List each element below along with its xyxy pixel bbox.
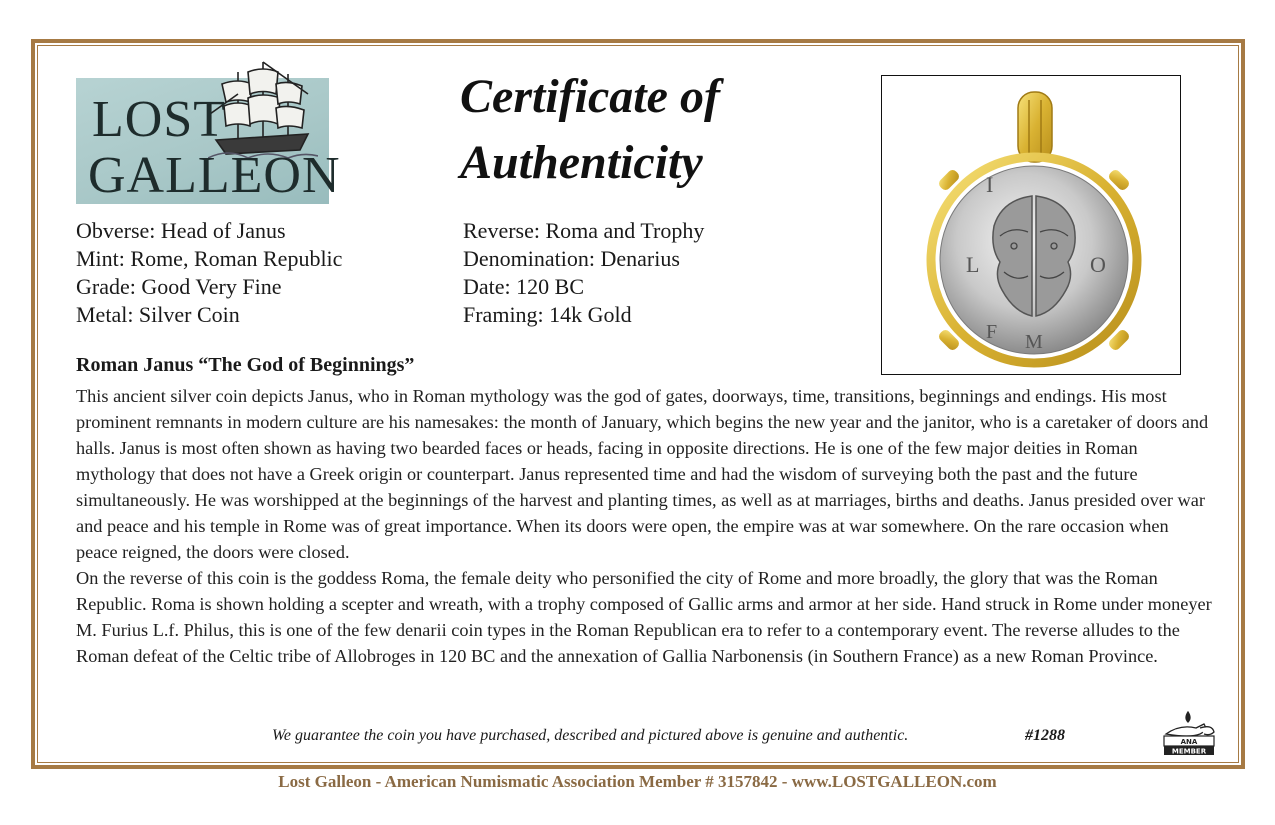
spec-obverse: Obverse: Head of Janus	[76, 218, 286, 243]
coin-legend-bottom-left: F	[986, 321, 998, 343]
spec-metal: Metal: Silver Coin	[76, 302, 240, 327]
logo-text-lost: LOST	[92, 91, 226, 148]
coin-legend-left: L	[966, 252, 980, 277]
janus-coin-pendant-image	[882, 76, 1179, 373]
coin-image-frame	[881, 75, 1181, 375]
certificate-number: #1288	[1025, 727, 1065, 744]
ana-member-badge	[1150, 708, 1222, 763]
description-paragraph-1: This ancient silver coin depicts Janus, who in Roman mythology was the god of gates, doorways, time, transitions, beginnings and endings. His most prominent remnants in modern culture are his namesakes: the month of January, which begins the new year and the janitor, who is a caretaker of doors and halls. Janus is most often shown as having two bearded faces or heads, facing in opposite directions. He is one of the few major deities in Roman mythology that does not have a Greek origin or counterpart. Janus represented time and had the wisdom of surveying both the past and the future simultaneously. He was worshipped at the beginnings of the harvest and planting times, as well as at marriages, births and deaths. Janus presided over war and peace and his temple in Rome was of great importance. When its doors were open, the empire was at war somewhere. On the rare occasion when peace reigned, the doors were closed.	[76, 386, 1209, 562]
spec-date: Date: 120 BC	[463, 274, 584, 299]
badge-text-member: MEMBER	[1171, 747, 1207, 756]
coin-legend-top: I	[986, 172, 994, 197]
coin-legend-bottom: M	[1025, 331, 1043, 353]
logo-text-galleon: GALLEON	[88, 147, 341, 204]
description-body	[76, 383, 1212, 669]
certificate-title	[460, 64, 820, 196]
footer-contact-line: Lost Galleon - American Numismatic Association Member # 3157842 - www.LOSTGALLEON.com	[278, 772, 997, 791]
spec-grade: Grade: Good Very Fine	[76, 274, 282, 299]
badge-text-ana: ANA	[1180, 738, 1198, 746]
guarantee-statement: We guarantee the coin you have purchased, described and pictured above is genuine and authentic.	[272, 727, 909, 744]
description-paragraph-2: On the reverse of this coin is the goddess Roma, the female deity who personified the city of Rome and more broadly, the glory that was the Roman Republic. Roma is shown holding a scepter and wreath, with a trophy composed of Gallic arms and armor at her side. Hand struck in Rome under moneyer M. Furius L.f. Philus, this is one of the few denarii coin types in the Roman Republican era to refer to a contemporary event. The reverse alludes to the Roman defeat of the Celtic tribe of Allobroges in 120 BC and the annexation of Gallia Narbonensis (in Southern France) as a new Roman Province.	[76, 568, 1212, 666]
spec-reverse: Reverse: Roma and Trophy	[463, 218, 705, 243]
spec-denomination: Denomination: Denarius	[463, 246, 680, 271]
title-line-2: Authenticity	[460, 136, 703, 189]
description-heading: Roman Janus “The God of Beginnings”	[76, 354, 415, 376]
lost-galleon-logo	[76, 78, 341, 204]
title-line-1: Certificate of	[460, 70, 720, 123]
spec-framing: Framing: 14k Gold	[463, 302, 632, 327]
coin-legend-right: O	[1090, 252, 1106, 277]
spec-mint: Mint: Rome, Roman Republic	[76, 246, 343, 271]
oil-lamp-icon	[1166, 712, 1214, 736]
